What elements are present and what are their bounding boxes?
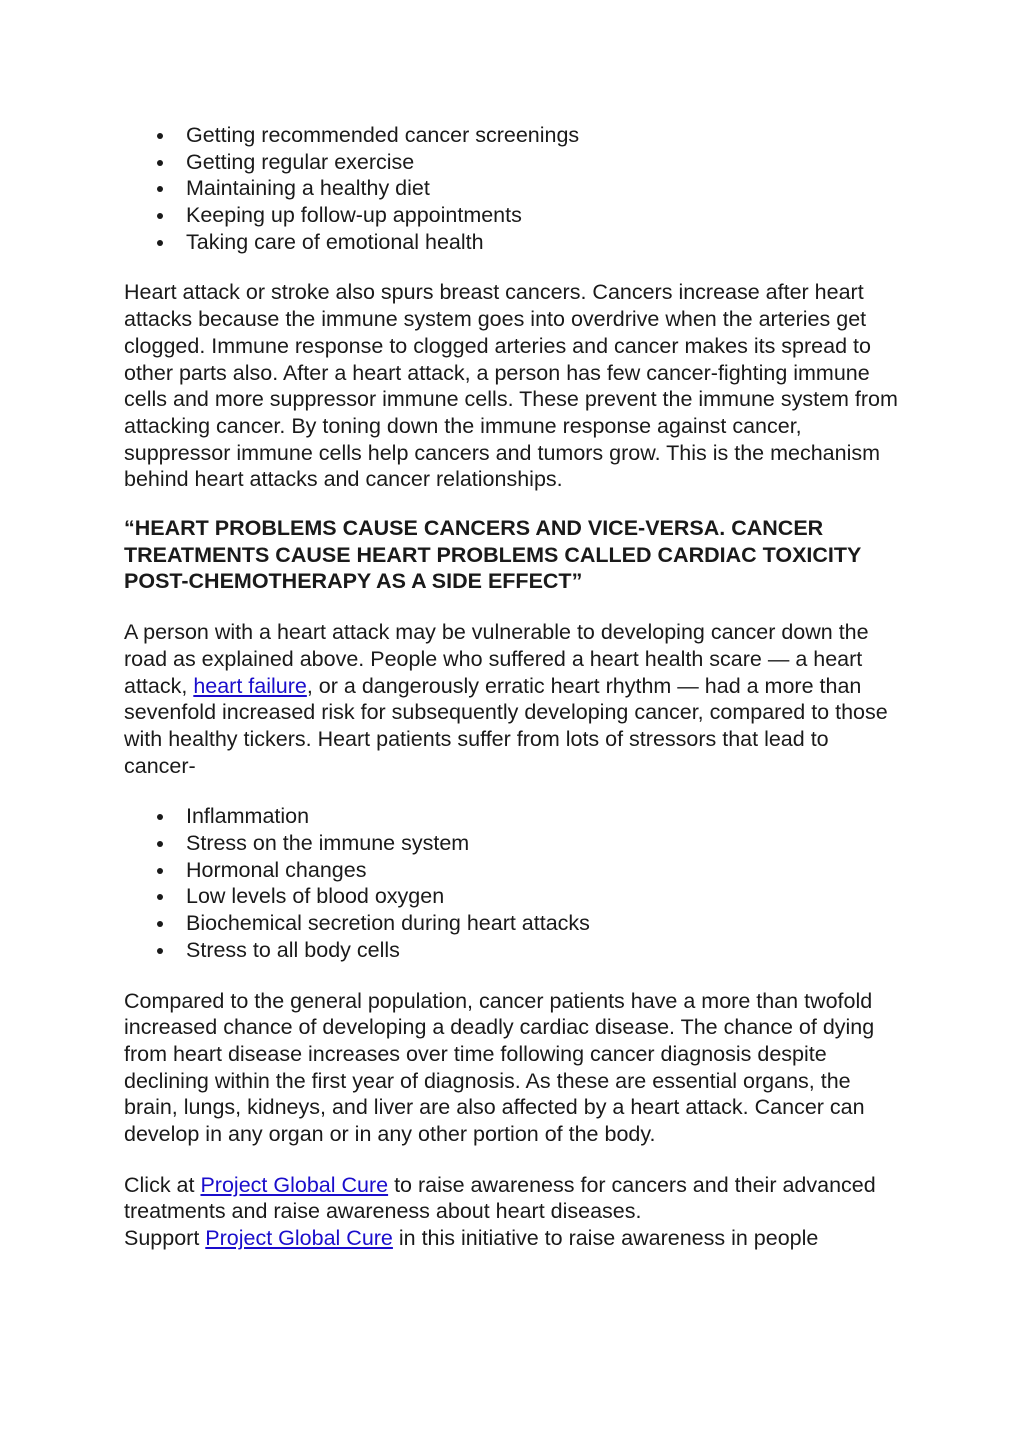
bullet-icon — [157, 814, 163, 820]
list-item: Taking care of emotional health — [124, 229, 904, 256]
bullet-icon — [157, 868, 163, 874]
document-page — [124, 122, 904, 1252]
section-heading: “HEART PROBLEMS CAUSE CANCERS AND VICE-VERSA. CANCER TREATMENTS CAUSE HEART PROBLEMS CALLED CARDIAC TOXICITY POST-CHEMOTHERAPY AS A SIDE EFFECT” — [124, 516, 861, 594]
paragraph-call-to-action: Click at Project Global Cure to raise awareness for cancers and their advanced treatments and raise awareness about heart diseases. Support Project Global Cure in this initiative to raise awareness in people — [124, 1172, 876, 1251]
bullet-icon — [157, 133, 163, 139]
list-item: Biochemical secretion during heart attacks — [124, 910, 904, 937]
bullet-icon — [157, 921, 163, 927]
bullet-icon — [157, 160, 163, 166]
bullet-icon — [157, 948, 163, 954]
project-global-cure-link[interactable]: Project Global Cure — [205, 1226, 393, 1251]
list-item: Low levels of blood oxygen — [124, 883, 904, 910]
list-item: Keeping up follow-up appointments — [124, 202, 904, 229]
paragraph-heart-attack-risk: A person with a heart attack may be vulnerable to developing cancer down the road as explained above. People who suffered a heart health scare — a heart attack, heart failure, or a dangerously erratic heart rhythm — had a more than sevenfold increased risk for subsequently developing cancer, compared to those with healthy tickers. Heart patients suffer from lots of stressors that lead to cancer- — [124, 620, 888, 778]
list-item: Hormonal changes — [124, 857, 904, 884]
bullet-icon — [157, 841, 163, 847]
list-item: Inflammation — [124, 803, 904, 830]
list-item: Getting recommended cancer screenings — [124, 122, 904, 149]
prevention-list — [124, 122, 904, 255]
project-global-cure-link[interactable]: Project Global Cure — [200, 1172, 389, 1197]
bullet-icon — [157, 894, 163, 900]
list-item: Stress to all body cells — [124, 937, 904, 964]
bullet-icon — [157, 186, 163, 192]
list-item: Getting regular exercise — [124, 149, 904, 176]
paragraph-cardiac-risk: Compared to the general population, cancer patients have a more than twofold increased chance of developing a deadly cardiac disease. The chance of dying from heart disease increases over time following cancer diagnosis despite declining within the first year of diagnosis. As these are essential organs, the brain, lungs, kidneys, and liver are also affected by a heart attack. Cancer can develop in any organ or in any other portion of the body. — [124, 988, 875, 1147]
list-item: Stress on the immune system — [124, 830, 904, 857]
paragraph-immune-response: Heart attack or stroke also spurs breast cancers. Cancers increase after heart attacks because the immune system goes into overdrive when the arteries get clogged. Immune response to clogged arteries and cancer makes its spread to other parts also. After a heart attack, a person has few cancer-fighting immune cells and more suppressor immune cells. These prevent the immune system from attacking cancer. By toning down the immune response against cancer, suppressor immune cells help cancers and tumors grow. This is the mechanism behind heart attacks and cancer relationships. — [124, 280, 898, 492]
bullet-icon — [157, 213, 163, 219]
list-item: Maintaining a healthy diet — [124, 175, 904, 202]
heart-failure-link[interactable]: heart failure — [193, 673, 307, 698]
bullet-icon — [157, 240, 163, 246]
stressors-list — [124, 803, 904, 963]
